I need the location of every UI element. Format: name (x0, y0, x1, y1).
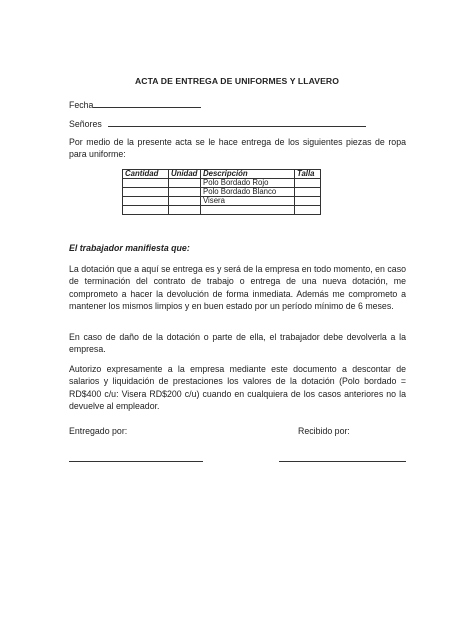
table-row (123, 206, 321, 215)
table-cell (123, 179, 169, 188)
table-cell (295, 197, 321, 206)
table-cell (169, 197, 201, 206)
table-cell (295, 206, 321, 215)
table-cell (295, 179, 321, 188)
senores-label: Señores (69, 119, 102, 129)
document-title: ACTA DE ENTREGA DE UNIFORMES Y LLAVERO (134, 76, 339, 86)
intro-paragraph: Por medio de la presente acta se le hace entrega de los siguientes piezas de ropa para uniforme: (69, 137, 406, 160)
fecha-blank-line (93, 99, 201, 108)
table-cell (169, 206, 201, 215)
table-cell: Polo Bordado Blanco (201, 188, 295, 197)
senores-blank-line (108, 118, 366, 127)
table-cell (169, 188, 201, 197)
header-descripcion: Descripción (201, 170, 295, 179)
uniform-items-table (122, 169, 321, 215)
entregado-por-label: Entregado por: (69, 426, 128, 436)
header-unidad: Unidad (169, 170, 201, 179)
fecha-row (69, 99, 201, 110)
entregado-signature-line (69, 461, 203, 462)
header-talla: Talla (295, 170, 321, 179)
table-cell (123, 188, 169, 197)
worker-declaration-heading: El trabajador manifiesta que: (69, 243, 190, 253)
paragraph-authorization: Autorizo expresamente a la empresa mediante este documento a descontar de salarios y liquidación de prestaciones los valores de la dotación (Polo bordado = RD$400 c/u: Visera RD$200 c/u) cuando en cualquiera de los casos anteriores no la devuelve al empleador. (69, 364, 406, 411)
table-cell (295, 188, 321, 197)
recibido-signature-line (279, 461, 406, 462)
table-cell: Visera (201, 197, 295, 206)
table-row (123, 197, 321, 206)
table-cell (123, 197, 169, 206)
table-cell (169, 179, 201, 188)
paragraph-damage: En caso de daño de la dotación o parte de ella, el trabajador debe devolverla a la empresa. (69, 332, 406, 355)
senores-row (69, 118, 366, 129)
table-cell: Polo Bordado Rojo (201, 179, 295, 188)
header-cantidad: Cantidad (123, 170, 169, 179)
fecha-label: Fecha (69, 100, 94, 110)
table-cell (123, 206, 169, 215)
recibido-por-label: Recibido por: (298, 426, 350, 436)
table-cell (201, 206, 295, 215)
paragraph-ownership: La dotación que a aquí se entrega es y será de la empresa en todo momento, en caso de terminación del contrato de trabajo o entrega de una nueva dotación, me comprometo a hacer la devolución de forma inmediata. Además me comprometo a mantener los mismos limpios y en buen estado por un período mínimo de 6 meses. (69, 264, 406, 311)
